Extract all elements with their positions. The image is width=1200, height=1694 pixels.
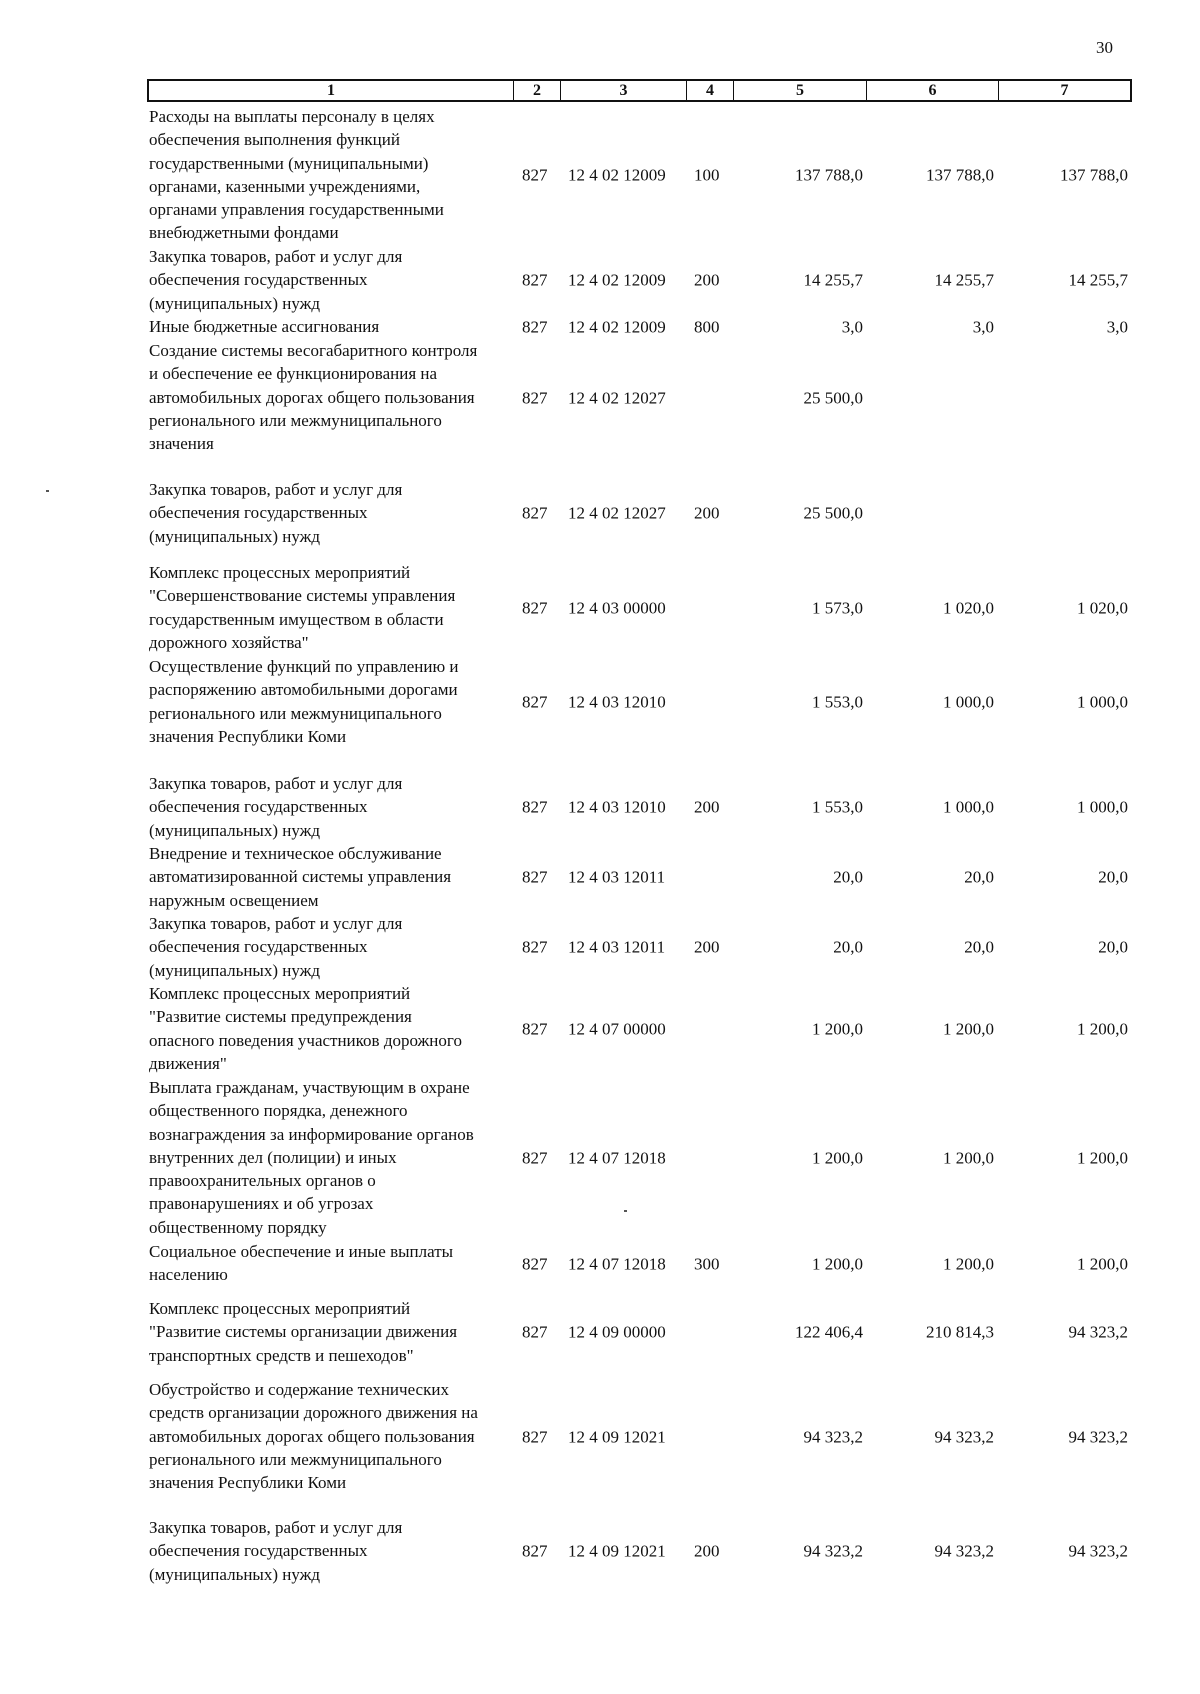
row-amount-6: 14 255,7 xyxy=(934,270,994,290)
row-amount-7: 1 200,0 xyxy=(1077,1148,1128,1168)
table-row xyxy=(0,655,1200,749)
row-target-article: 12 4 02 12027 xyxy=(568,503,666,523)
table-row xyxy=(0,245,1200,315)
row-target-article: 12 4 03 12010 xyxy=(568,797,666,817)
row-description: Внедрение и техническое обслуживание автоматизированной системы управления наружным освещением xyxy=(149,844,452,910)
row-amount-7: 1 020,0 xyxy=(1077,598,1128,618)
table-row xyxy=(0,1297,1200,1367)
header-col-1: 1 xyxy=(327,81,335,99)
row-amount-6: 1 200,0 xyxy=(943,1019,994,1039)
header-col-6: 6 xyxy=(866,81,998,100)
row-expense-type: 200 xyxy=(694,937,720,957)
row-amount-7: 14 255,7 xyxy=(1068,270,1128,290)
row-code: 827 xyxy=(522,387,548,407)
row-expense-type: 800 xyxy=(694,316,720,336)
row-target-article: 12 4 03 12011 xyxy=(568,867,666,887)
row-target-article: 12 4 03 12011 xyxy=(568,937,666,957)
row-code: 827 xyxy=(522,1253,548,1273)
row-amount-7: 3,0 xyxy=(1106,316,1128,336)
row-expense-type: 200 xyxy=(694,1541,720,1561)
row-target-article: 12 4 02 12009 xyxy=(568,316,666,336)
row-code: 827 xyxy=(522,1541,548,1561)
table-row xyxy=(0,842,1200,912)
row-amount-5: 122 406,4 xyxy=(795,1322,863,1342)
row-target-article: 12 4 09 12021 xyxy=(568,1541,666,1561)
row-amount-6: 94 323,2 xyxy=(934,1426,994,1446)
row-amount-5: 1 200,0 xyxy=(812,1019,863,1039)
table-header xyxy=(147,79,1132,102)
row-amount-7: 1 000,0 xyxy=(1077,797,1128,817)
row-expense-type: 200 xyxy=(694,503,720,523)
row-amount-6: 1 000,0 xyxy=(943,797,994,817)
row-amount-6: 1 020,0 xyxy=(943,598,994,618)
row-code: 827 xyxy=(522,797,548,817)
header-col-3: 3 xyxy=(560,81,686,100)
row-code: 827 xyxy=(522,1148,548,1168)
table-row xyxy=(0,912,1200,982)
row-amount-5: 1 553,0 xyxy=(812,797,863,817)
row-amount-7: 94 323,2 xyxy=(1068,1426,1128,1446)
row-amount-5: 1 200,0 xyxy=(812,1253,863,1273)
row-amount-5: 137 788,0 xyxy=(795,165,863,185)
row-description: Комплекс процессных мероприятий "Развитие системы организации движения транспортных средств и пешеходов" xyxy=(149,1299,458,1365)
row-target-article: 12 4 02 12009 xyxy=(568,270,666,290)
row-amount-7: 94 323,2 xyxy=(1068,1541,1128,1561)
row-description: Комплекс процессных мероприятий "Развитие системы предупреждения опасного поведения участников дорожного движения" xyxy=(149,984,462,1073)
row-code: 827 xyxy=(522,937,548,957)
table-row xyxy=(0,772,1200,842)
row-amount-7: 1 200,0 xyxy=(1077,1019,1128,1039)
row-target-article: 12 4 02 12009 xyxy=(568,165,666,185)
row-target-article: 12 4 09 12021 xyxy=(568,1426,666,1446)
row-amount-5: 20,0 xyxy=(833,937,863,957)
row-description: Иные бюджетные ассигнования xyxy=(149,317,380,336)
table-row xyxy=(0,982,1200,1076)
row-amount-7: 94 323,2 xyxy=(1068,1322,1128,1342)
row-code: 827 xyxy=(522,1322,548,1342)
row-amount-5: 1 553,0 xyxy=(812,692,863,712)
row-target-article: 12 4 09 00000 xyxy=(568,1322,666,1342)
row-expense-type: 300 xyxy=(694,1253,720,1273)
row-amount-5: 25 500,0 xyxy=(803,387,863,407)
table-row xyxy=(0,105,1200,245)
row-expense-type: 200 xyxy=(694,797,720,817)
row-amount-7: 20,0 xyxy=(1098,867,1128,887)
row-amount-5: 1 200,0 xyxy=(812,1148,863,1168)
row-description: Расходы на выплаты персоналу в целях обеспечения выполнения функций государственными (муниципальными) органами, казенными учреждениями, органами управления государственными внебюджетными фондами xyxy=(149,107,444,243)
row-amount-7: 137 788,0 xyxy=(1060,165,1128,185)
row-amount-7: 20,0 xyxy=(1098,937,1128,957)
row-amount-7: 1 000,0 xyxy=(1077,692,1128,712)
row-description: Закупка товаров, работ и услуг для обеспечения государственных (муниципальных) нужд xyxy=(149,247,403,313)
row-amount-7: 1 200,0 xyxy=(1077,1253,1128,1273)
header-col-2: 2 xyxy=(513,81,560,100)
row-description: Комплекс процессных мероприятий "Совершенствование системы управления государственным имуществом в области дорожного хозяйства" xyxy=(149,563,456,652)
row-code: 827 xyxy=(522,598,548,618)
row-amount-6: 20,0 xyxy=(964,937,994,957)
row-amount-5: 94 323,2 xyxy=(803,1541,863,1561)
row-description: Обустройство и содержание технических средств организации дорожного движения на автомобильных дорогах общего пользования регионального или межмуниципального значения Республики Коми xyxy=(149,1380,478,1493)
table-row xyxy=(0,1516,1200,1586)
row-amount-6: 210 814,3 xyxy=(926,1322,994,1342)
header-col-5: 5 xyxy=(733,81,866,100)
row-amount-5: 25 500,0 xyxy=(803,503,863,523)
row-code: 827 xyxy=(522,692,548,712)
table-row xyxy=(0,561,1200,655)
page-number: 30 xyxy=(1096,38,1113,57)
row-amount-5: 20,0 xyxy=(833,867,863,887)
row-target-article: 12 4 07 12018 xyxy=(568,1148,666,1168)
row-amount-6: 1 200,0 xyxy=(943,1148,994,1168)
row-amount-6: 1 200,0 xyxy=(943,1253,994,1273)
row-description: Закупка товаров, работ и услуг для обеспечения государственных (муниципальных) нужд xyxy=(149,1518,403,1584)
row-code: 827 xyxy=(522,867,548,887)
row-code: 827 xyxy=(522,503,548,523)
row-amount-5: 94 323,2 xyxy=(803,1426,863,1446)
row-amount-6: 137 788,0 xyxy=(926,165,994,185)
row-description: Закупка товаров, работ и услуг для обеспечения государственных (муниципальных) нужд xyxy=(149,914,403,980)
row-amount-6: 94 323,2 xyxy=(934,1541,994,1561)
row-target-article: 12 4 03 00000 xyxy=(568,598,666,618)
table-row xyxy=(0,339,1200,456)
row-target-article: 12 4 02 12027 xyxy=(568,387,666,407)
row-description: Социальное обеспечение и иные выплаты населению xyxy=(149,1242,454,1285)
row-amount-5: 1 573,0 xyxy=(812,598,863,618)
row-description: Закупка товаров, работ и услуг для обеспечения государственных (муниципальных) нужд xyxy=(149,480,403,546)
row-target-article: 12 4 03 12010 xyxy=(568,692,666,712)
row-description: Осуществление функций по управлению и распоряжению автомобильными дорогами регионального или межмуниципального значения Республики Коми xyxy=(149,657,459,746)
row-code: 827 xyxy=(522,165,548,185)
row-description: Создание системы весогабаритного контроля и обеспечение ее функционирования на автомобильных дорогах общего пользования регионального или межмуниципального значения xyxy=(149,341,478,454)
row-target-article: 12 4 07 00000 xyxy=(568,1019,666,1039)
table-row xyxy=(0,315,1200,338)
row-description: Выплата гражданам, участвующим в охране общественного порядка, денежного вознаграждения за информирование органов внутренних дел (полиции) и иных правоохранительных органов о правонарушениях и об угрозах общественному порядку xyxy=(149,1078,474,1237)
row-amount-6: 20,0 xyxy=(964,867,994,887)
table-row xyxy=(0,1240,1200,1287)
row-description: Закупка товаров, работ и услуг для обеспечения государственных (муниципальных) нужд xyxy=(149,774,403,840)
row-amount-6: 1 000,0 xyxy=(943,692,994,712)
row-code: 827 xyxy=(522,1426,548,1446)
table-row xyxy=(0,1076,1200,1240)
row-target-article: 12 4 07 12018 xyxy=(568,1253,666,1273)
scan-speck xyxy=(624,1210,627,1212)
row-expense-type: 200 xyxy=(694,270,720,290)
row-code: 827 xyxy=(522,1019,548,1039)
row-code: 827 xyxy=(522,316,548,336)
row-expense-type: 100 xyxy=(694,165,720,185)
table-row xyxy=(0,1378,1200,1495)
header-col-7: 7 xyxy=(998,81,1130,100)
table-row xyxy=(0,478,1200,548)
row-amount-5: 3,0 xyxy=(841,316,863,336)
row-amount-6: 3,0 xyxy=(972,316,994,336)
header-col-4: 4 xyxy=(686,81,733,100)
row-code: 827 xyxy=(522,270,548,290)
row-amount-5: 14 255,7 xyxy=(803,270,863,290)
scan-speck xyxy=(46,490,49,492)
